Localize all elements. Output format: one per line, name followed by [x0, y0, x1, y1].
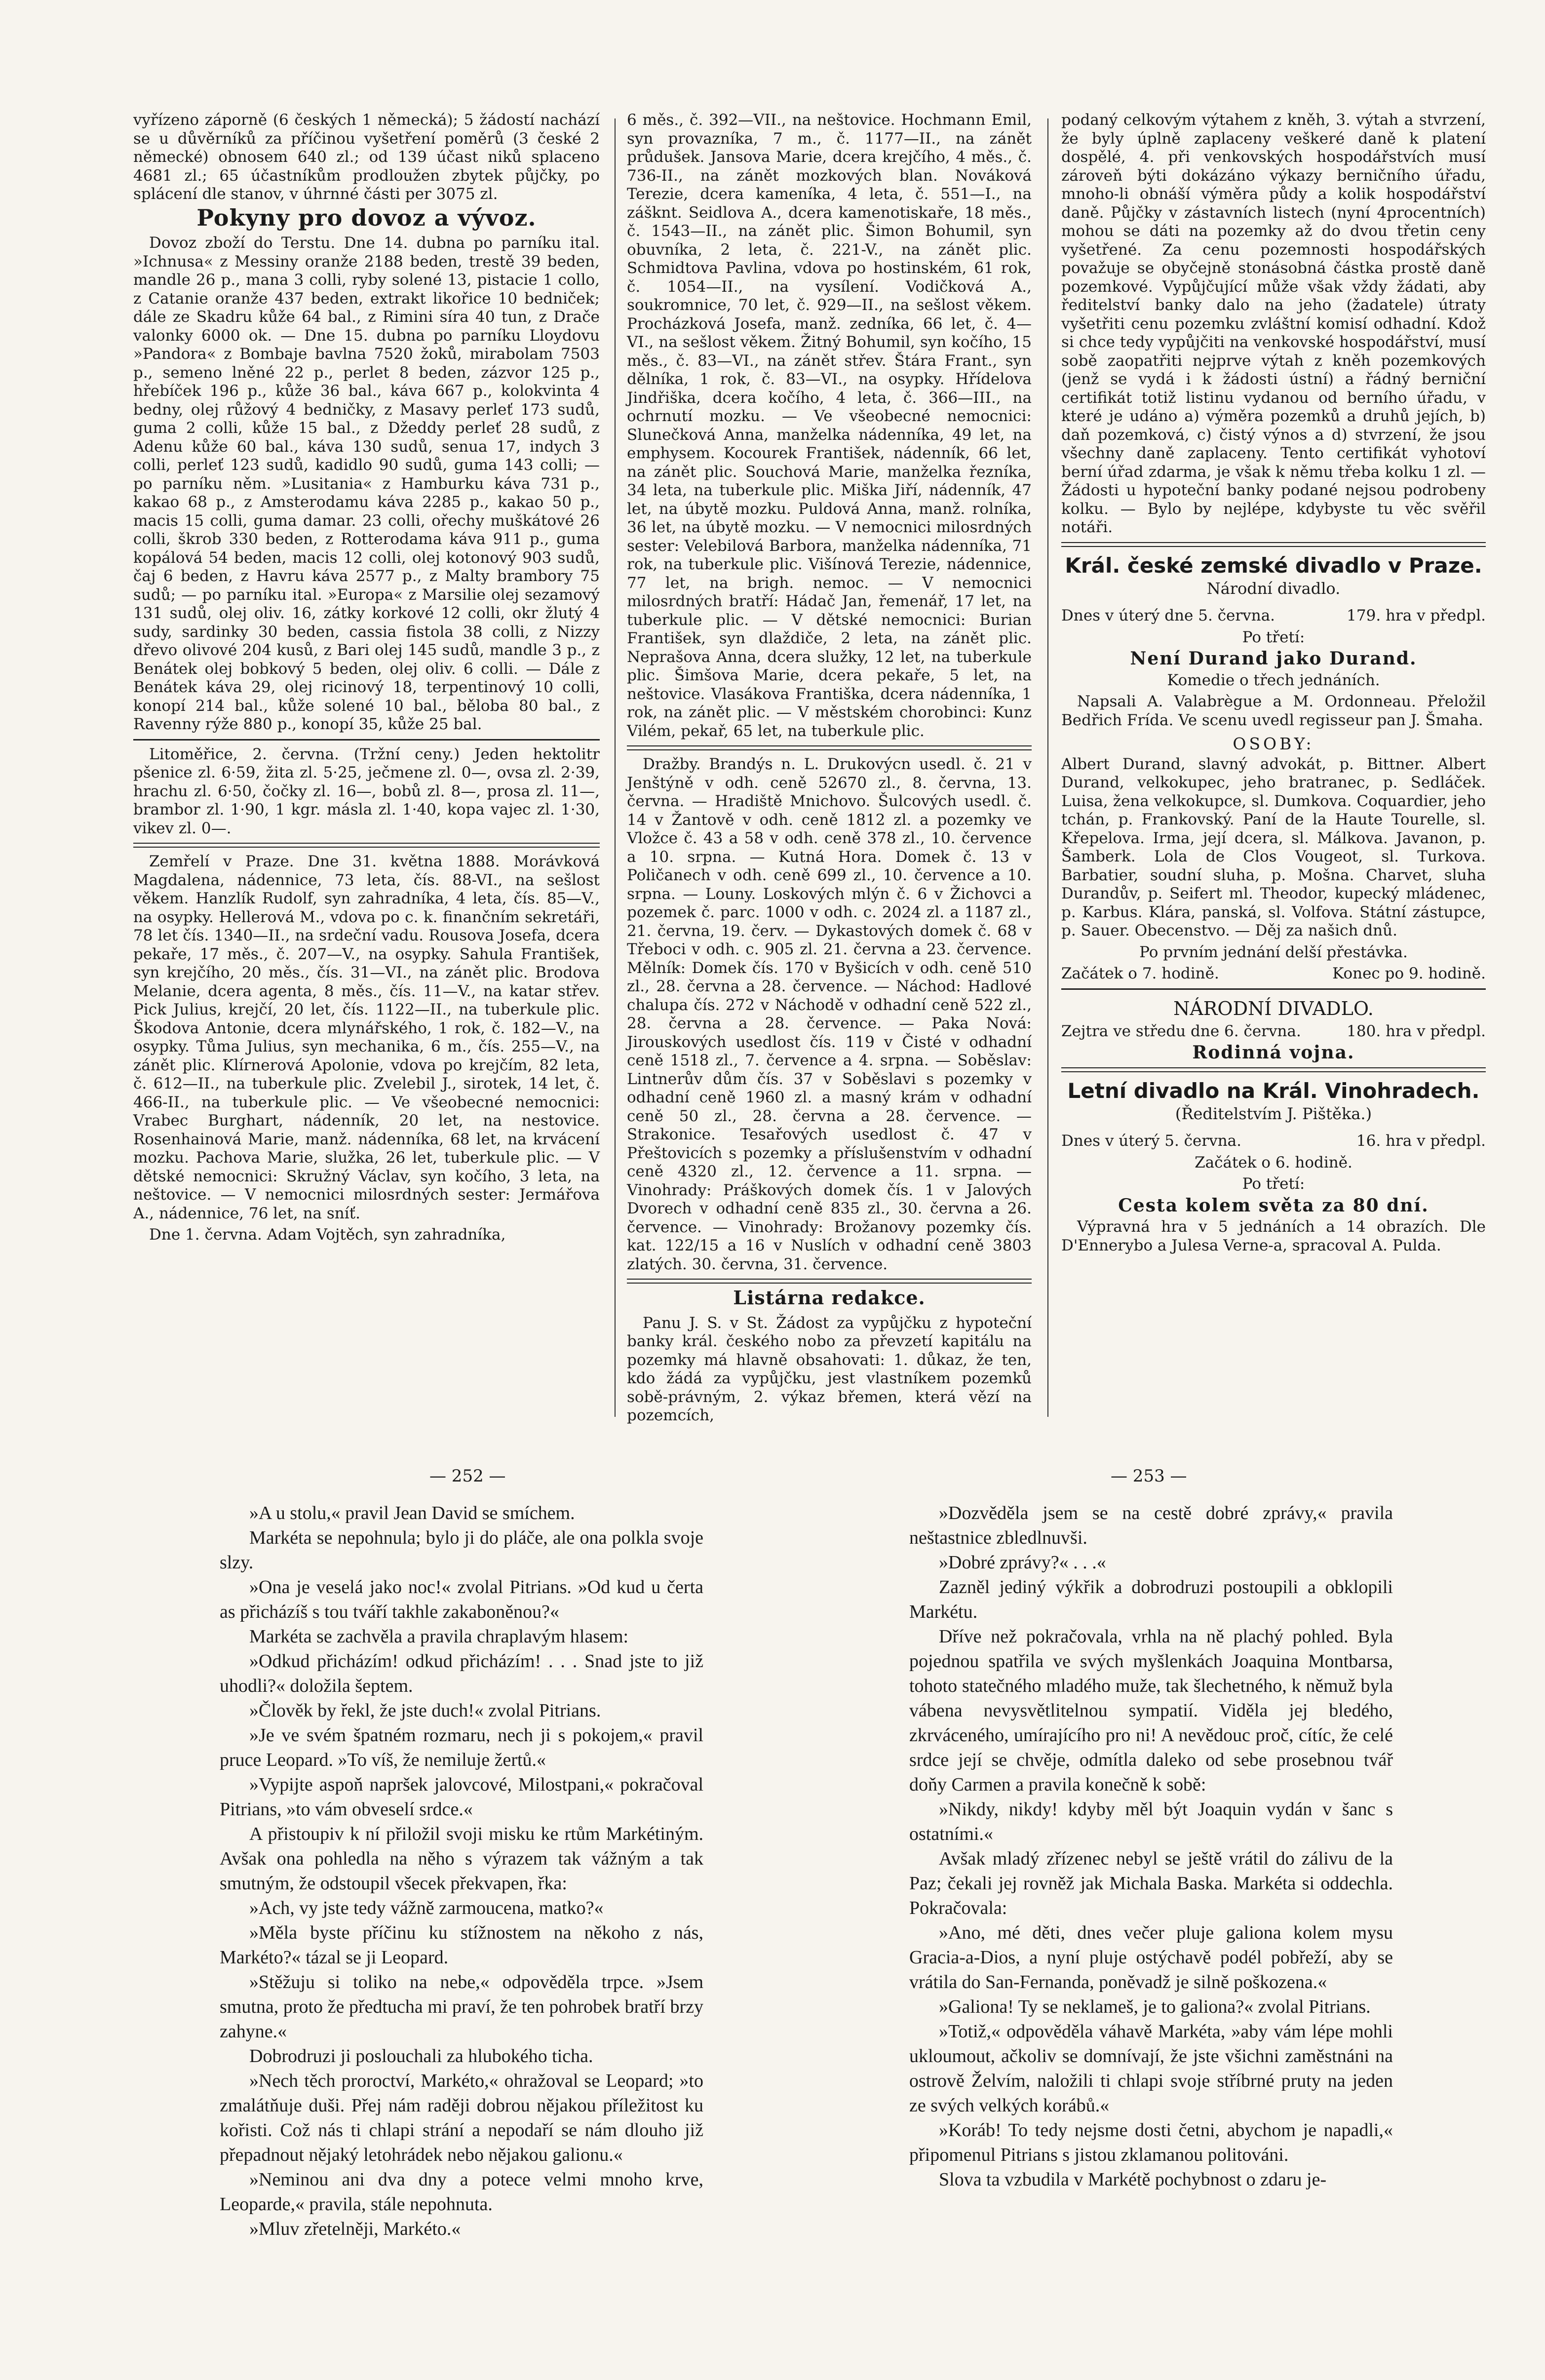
play-authors: Napsali A. Valabrègue a M. Ordonneau. Přeložil Bedřich Frída. Ve scenu uvedl regisseur pan J. Šmaha.	[1061, 693, 1486, 729]
story-paragraph: Dříve než pokračovala, vrhla na ně plachý pohled. Byla pojednou spatřila ve svých myšlenkách Joaquina Montbarsa, tohoto statečného mladého muže, tak šlechetného, k němuž byla vábena nevysvětlitelnou sympatií. Viděla jej bledého, zkrváceného, umírajícího pro ni! A nevědouc proč, cítíc, že celé srdce její se chvěje, odmítla daleko od sebe prosebnou tvář doňy Carmen a pravila konečně k sobě:	[909, 1626, 1393, 1795]
story-paragraph: Zazněl jediný výkřik a dobrodruzi postoupili a obklopili Markétu.	[909, 1577, 1393, 1622]
section-rule	[1061, 542, 1486, 547]
story-paragraph: Slova ta vzbudila v Markétě pochybnost o zdaru je-	[939, 2169, 1327, 2190]
theatre-heading: Letní divadlo na Král. Vinohradech.	[1067, 1078, 1480, 1103]
performance-info	[1061, 1132, 1486, 1151]
story-paragraph: »Ach, vy jste tedy vážně zarmoucena, matko?«	[249, 1898, 604, 1918]
theatre-subheading: Národní divadlo.	[1206, 579, 1341, 598]
market-prices-text: Litoměřice, 2. června. (Tržní ceny.) Jeden hektolitr pšenice zl. 6·59, žita zl. 5·25, ječmene zl. 0—, ovsa zl. 2·39, hrachu zl. 6·50, čočky zl. 16—, bobů zl. 8—, prosa zl. 11—, brambor zl. 1·90, 1 kgr. másla zl. 1·40, kopa vajec zl. 1·30, vikev zl. 0—.	[133, 745, 600, 837]
deaths-text: Zemřelí v Praze. Dne 31. května 1888. Morávková Magdalena, nádennice, 73 leta, čís. 88-VI., na sešlost věkem. Hanzlík Rudolf, syn zahradníka, 4 leta, čís. 85—V., na osypky. Hellerová M., vdova po c. k. finančním sekretáři, 78 let čís. 1340—II., na srdeční vadu. Rousova Josefa, dcera pekaře, 17 měs., č. 207—V., na osypky. Sahula František, syn krejčího, 20 měs., čís. 31—VI., na zánět plic. Brodova Melanie, dcera agenta, 8 měs., čís. 11—V., na katar střev. Pick Julius, krejčí, 20 let, čís. 1122—II., na tuberkule plic. Škodova Antonie, dcera mlynářského, 1 rok, č. 182—V., na osypky. Tůma Julius, syn mechanika, 6 m., čís. 255—V., na zánět plic. Klírnerová Apolonie, vdova po krejčím, 82 leta, č. 612—II., na tuberkule plic. Zvelebil J., sirotek, 14 let, č. 466-II., na tuberkule plic. — Ve všeobecné nemocnici: Vrabec Burghart, nádenník, 20 let, na nestovice. Rosenhainová Marie, manž. nádenníka, 68 let, na krvácení mozku. Pachova Marie, služka, 26 let, tuberkule plic. — V dětské nemocnici: Skružný Václav, syn kočího, 3 leta, na neštovice. — V nemocnici milosrdných sester: Jermářova A., nádennice, 76 let, na sníť.	[133, 853, 600, 1222]
page-number-left: — 252 —	[429, 1466, 506, 1486]
upper-section	[133, 111, 1486, 1444]
story-paragraph: »Měla byste příčinu ku stížnostem na někoho z nás, Markéto?« tázal se ji Leopard.	[220, 1922, 703, 1968]
theatre-heading: NÁRODNÍ DIVADLO.	[1173, 997, 1374, 1019]
section-rule	[1061, 1067, 1486, 1072]
letters-text: Panu J. S. v St. Žádost za vypůjčku z hypoteční banky král. českého nobo za převzetí kapitálu na pozemky má hlavně obsahovati: 1. důkaz, že ten, kdo žádá za vypůjčku, jest vlastníkem pozemků sobě-právným, 2. výkaz břemen, která vězí na pozemcích,	[627, 1314, 1032, 1424]
performance-count: 16. hra v předpl.	[1356, 1132, 1486, 1150]
story-paragraph: »Neminou ani dva dny a potece velmi mnoho krve, Leoparde,« pravila, stále nepohnuta.	[220, 2169, 703, 2215]
performance-date: Dnes v úterý 5. června.	[1061, 1132, 1242, 1150]
theatre-heading: Král. české zemské divadlo v Praze.	[1065, 553, 1482, 578]
story-paragraph: »A u stolu,« pravil Jean David se smíchem.	[249, 1503, 575, 1523]
cast-heading: OSOBY:	[1233, 734, 1314, 753]
story-paragraph: »Stěžuju si toliko na nebe,« odpověděla trpce. »Jsem smutna, proto že předtucha mi praví, že ten pohrobek bratří brzy zahyne.«	[220, 1972, 703, 2042]
start-time: Začátek o 6. hodině.	[1195, 1153, 1352, 1171]
column-3	[1061, 111, 1486, 1414]
story-paragraph: »Mluv zřetelněji, Markéto.«	[249, 2219, 461, 2239]
play-title: Cesta kolem světa za 80 dní.	[1118, 1195, 1429, 1216]
play-title: Není Durand jako Durand.	[1130, 648, 1417, 669]
column-2	[627, 111, 1032, 1424]
story-paragraph: »Člověk by řekl, že jste duch!« zvolal Pitrians.	[249, 1700, 601, 1721]
performance-count: 179. hra v předpl.	[1347, 607, 1486, 624]
story-paragraph: Avšak mladý zřízenec nebyl se ještě vrátil do zálivu de la Paz; čekali jej rovněž jak Michala Baska. Markéta si oddechla. Pokračovala:	[909, 1848, 1393, 1918]
story-right-column	[909, 1501, 1393, 2192]
deaths-text-cont: Dne 1. června. Adam Vojtěch, syn zahradníka,	[149, 1226, 506, 1244]
story-paragraph: »Dozvěděla jsem se na cestě dobré zprávy,« pravila neštastnice zbledlnuvši.	[909, 1503, 1393, 1548]
section-rule	[627, 1279, 1032, 1284]
story-paragraph: »Koráb! To tedy nejsme dosti četni, abychom je napadli,« připomenul Pitrians s jistou zklamanou politováni.	[909, 2120, 1393, 2165]
story-paragraph: Markéta se zachvěla a pravila chraplavým hlasem:	[249, 1626, 629, 1647]
start-time: Začátek o 7. hodině.	[1061, 965, 1219, 982]
section-rule	[133, 739, 600, 741]
column-divider	[1047, 118, 1048, 1417]
intermission-note: Po prvním jednání delší přestávka.	[1139, 943, 1408, 961]
story-section	[0, 1456, 1545, 2380]
performance-info	[1061, 1022, 1486, 1041]
story-paragraph: »Nikdy, nikdy! kdyby měl být Joaquin vydán v šanc s ostatními.«	[909, 1799, 1393, 1844]
story-paragraph: »Vypijte aspoň napršek jalovcové, Milostpani,« pokračoval Pitrians, »to vám obveselí srdce.«	[220, 1774, 703, 1820]
section-rule	[133, 843, 600, 848]
story-paragraph: »Je ve svém špatném rozmaru, nech ji s pokojem,« pravil pruce Leopard. »To víš, že nemiluje žertů.«	[220, 1725, 703, 1770]
end-time: Konec po 9. hodině.	[1332, 965, 1486, 982]
section-rule	[1061, 988, 1486, 990]
performance-count: 180. hra v předpl.	[1347, 1022, 1486, 1040]
cast-list: Albert Durand, slavný advokát, p. Bittner. Albert Durand, velkokupec, jeho bratranec, p. Sedláček. Luisa, žena velkokupce, sl. Dumkova. Coquardier, jeho tchán, p. Frankovský. Paní de la Haute Tourelle, sl. Křepelova. Irma, její dcera, sl. Málkova. Javanon, p. Šamberk. Lola de Clos Vougeot, sl. Turkova. Barbatier, soudní sluha, p. Mošna. Charvet, sluha Durandův, p. Seifert ml. Theodor, kupecký mládenec, p. Karbus. Klára, panská, sl. Volfova. Státní zástupce, p. Sauer. Obecenstvo. — Děj za našich dnů.	[1061, 755, 1486, 939]
trade-heading: Pokyny pro dovoz a vývoz.	[196, 204, 537, 231]
loan-report-text: vyřízeno záporně (6 českých 1 německá); 5 žádostí nachází se u důvěrníků za příčinou vyšetření poměrů (3 české 2 německé) obnosem 640 zl.; od 139 účast niků splaceno 4681 zl.; 65 účastníkům prodloužen zbytek půjčky, po splácení dle stanov, v úhrnné části per 3075 zl.	[133, 111, 600, 203]
performance-times	[1061, 965, 1486, 983]
performance-note: Po třetí:	[1242, 1175, 1305, 1193]
deaths-continued-text: 6 měs., č. 392—VII., na neštovice. Hochmann Emil, syn provazníka, 7 m., č. 1177—II., na zánět průdušek. Jansova Marie, dcera krejčího, 4 měs., č. 736-II., na zánět mozkových blan. Nováková Terezie, dcera kameníka, 4 leta, č. 551—I., na zášknt. Seidlova A., dcera kamenotiskaře, 18 měs., č. 1543—II., na zánět plic. Šimon Bohumil, syn obuvníka, 2 leta, č. 221-V., na zánět plic. Schmidtova Pavlina, vdova po hostinském, 61 rok, č. 1054—II., na vysílení. Vodičková A., soukromnice, 70 let, č. 929—II., na sešlost věkem. Procházková Josefa, manž. zedníka, 66 let, č. 4—VI., na sešlost věkem. Žitný Bohumil, syn kočího, 15 měs., č. 83—VI., na zánět střev. Štára Frant., syn dělníka, 1 rok, č. 83—VI., na osypky. Hřídelova Jindřiška, dcera kočího, 4 leta, č. 366—III., na ochrnutí mozku. — Ve všeobecné nemocnici: Slunečková Anna, manželka nádenníka, 49 let, na emphysem. Kocourek František, nádenník, 66 let, na zánět plic. Souchová Marie, manželka řezníka, 34 leta, na tuberkule plic. Miška Jiří, nádenník, 47 let, na úbytě mozku. Puldová Anna, manž. rolníka, 36 let, na úbytě mozku. — V nemocnici milosrdných sester: Velebilová Barbora, manželka nádenníka, 71 rok, na tuberkule plic. Višínová Terezie, nádennice, 77 let, na brigh. nemoc. — V nemocnici milosrdných bratří: Hádač Jan, řemenář, 17 let, na tuberkule plic. — V dětské nemocnici: Burian František, syn dlaždiče, 2 leta, na zánět plic. Neprašova Anna, dcera služky, 12 let, na tuberkule plic. Šimšova Marie, dcera pekaře, 5 let, na neštovice. Vlasákova Františka, dcera nádenníka, 1 rok, na zánět plic. — V městském chorobinci: Kunz Vilém, pekař, 65 let, na tuberkule plic.	[627, 111, 1032, 740]
letters-heading: Listárna redakce.	[733, 1287, 926, 1309]
section-rule	[627, 745, 1032, 750]
story-paragraph: »Nech těch proroctví, Markéto,« ohražoval se Leopard; »to zmalátňuje duši. Přej nám raději dobrou nějakou příležitost ku kořisti. Což nás ti chlapi strání a nepodaří se nám dlouho již přepadnout nějaký letohrádek nebo nějakou galionu.«	[220, 2070, 703, 2165]
column-divider	[615, 118, 616, 1417]
story-paragraph: »Odkud přicházím! odkud přicházím! . . . Snad jste to již uhodli?« doložila šeptem.	[220, 1651, 703, 1696]
auctions-text: Dražby. Brandýs n. L. Drukovýcn usedl. č. 21 v Jenštýně v odh. ceně 52670 zl., 8. června, 13. června. — Hradiště Mnichovo. Šulcových usedl. č. 14 v Žantově v odh. ceně 1812 zl. a pozemky ve Vložce č. 43 a 58 v odh. ceně 378 zl., 10. července a 10. srpna. — Kutná Hora. Domek č. 13 v Poličanech v odh. ceně 699 zl., 10. července a 10. srpna. — Louny. Loskových mlýn č. 6 v Žichovci a pozemek č. parc. 1000 v odh. c. 2024 zl. a 1187 zl., 21. června, 19. červ. — Dykastových domek č. 68 v Třeboci v odh. c. 905 zl. 21. června a 23. července. Mělník: Domek čís. 170 v Byšicích v odh. ceně 510 zl., 28. června a 28. července. — Náchod: Hadlové chalupa čís. 272 v Náchodě v odhadní ceně 522 zl., 28. června a 28. července. — Paka Nová: Jirouskových usedlost čís. 119 v Čisté v odhadní ceně 1518 zl., 7. července a 4. srpna. — Soběslav: Lintnerův dům čís. 37 v Soběslavi s pozemky v odhadní ceně 1960 zl. a masný krám v odhadní ceně 50 zl., 28. června a 28. července. — Strakonice. Tesařových usedlost č. 47 v Přeštovicích s pozemky a příslušenstvím v odhadní ceně 4320 zl., 12. července a 11. srpna. — Vinohrady: Práškových domek čís. 1 v Jalových Dvorech v odhadní ceně 835 zl., 30. června a 26. července. — Vinohrady: Brožanovy pozemky čís. kat. 122/15 a 16 v Nuslích v odhadní ceně 3803 zlatých. 30. června, 31. července.	[627, 755, 1032, 1273]
performance-note: Po třetí:	[1242, 628, 1305, 646]
performance-date: Dnes v úterý dne 5. června.	[1061, 607, 1275, 624]
play-genre: Komedie o třech jednáních.	[1167, 671, 1380, 689]
story-paragraph: A přistoupiv k ní přiložil svoji misku ke rtům Markétiným. Avšak ona pohledla na něho s výrazem tak vážným a tak smutným, že odstoupil všecek překvapen, řka:	[220, 1824, 703, 1894]
story-paragraph: »Dobré zprávy?« . . .«	[939, 1552, 1106, 1573]
performance-date: Zejtra ve středu dne 6. června.	[1061, 1022, 1301, 1040]
story-paragraph: »Ona je veselá jako noc!« zvolal Pitrians. »Od kud u čerta as přicházíš s tou tváří takhle zakaboněnou?«	[220, 1577, 703, 1622]
theatre-subheading: (Ředitelstvím J. Pištěka.)	[1175, 1104, 1372, 1123]
column-1	[133, 111, 600, 1414]
trieste-imports-text: Dovoz zboží do Terstu. Dne 14. dubna po parníku ital. »Ichnusa« z Messiny oranže 2188 beden, trestě 39 beden, mandle 26 p., mana 3 colli, ryby solené 13, pistacie 1 collo, z Catanie oranže 437 beden, extrakt likořice 10 bedniček; dále ze Skadru kůže 64 bal., z Rimini síra 40 tun, z Drače valonky 6000 ok. — Dne 15. dubna po parníku Lloydovu »Pandora« z Bombaje bavlna 7520 žoků, mirabolam 7503 p., semeno lněné 22 p., perlet 8 beden, zázvor 125 p., hřebíček 196 p., kůže 36 bal., káva 667 p., kolokvinta 4 bedny, olej růžový 4 bedničky, z Masavy perleť 173 sudů, guma 2 colli, kůže 15 bal., z Džeddy perleť 28 sudů, z Adenu kůže 60 bal., káva 130 sudů, senua 17, indych 3 colli, perleť 123 sudů, kadidlo 90 sudů, guma 143 colli; — po parníku něm. »Lusitania« z Hamburku káva 731 p., kakao 68 p., z Amsterodamu káva 2285 p., kakao 50 p., macis 15 colli, guma damar. 23 colli, ořechy muškátové 26 colli, škrob 330 beden, z Rotterodama káva 911 p., guma kopálová 54 beden, macis 12 colli, olej kotonový 903 sudů, čaj 6 beden, z Havru káva 2577 p., z Malty brambory 75 sudů; — po parníku ital. »Europa« z Marsilie olej sezamový 131 sudů, olej oliv. 16, zátky korkové 12 colli, okr žlutý 4 sudy, sardinky 30 beden, cassia fistola 38 colli, z Nizzy dřevo olivové 204 kusů, z Bari olej 145 sudů, mandle 3 p., z Benátek olej bobkový 5 beden, olej oliv. 6 colli. — Dále z Benátek káva 29, olej ricinový 18, terpentinový 10 colli, konopí 214 bal., kůže solené 10 bal., běloba 80 bal., z Ravenny rýže 880 p., konopí 35, kůže 25 bal.	[133, 234, 600, 733]
play-title: Rodinná vojna.	[1192, 1042, 1355, 1063]
story-paragraph: »Galiona! Ty se neklameš, je to galiona?« zvolal Pitrians.	[939, 1996, 1371, 2017]
story-paragraph: »Totiž,« odpověděla váhavě Markéta, »aby vám lépe mohli ukloumout, ačkoliv se domnívají, že jste všichni zaměstnáni na ostrově Želvím, naložili ti chlapi svoje stříbrné pruty na jeden ze svých velkých korábů.«	[909, 2021, 1393, 2116]
page-number-right: — 253 —	[1111, 1466, 1187, 1486]
performance-info	[1061, 607, 1486, 625]
story-paragraph: Markéta se nepohnula; bylo ji do pláče, ale ona polkla svoje slzy.	[220, 1527, 703, 1573]
story-paragraph: Dobrodruzi ji poslouchali za hlubokého ticha.	[249, 2046, 593, 2067]
play-description: Výpravná hra v 5 jednáních a 14 obrazích. Dle D'Ennerybo a Julesa Verne-a, spracoval A. Pulda.	[1061, 1218, 1486, 1254]
story-paragraph: »Ano, mé děti, dnes večer pluje galiona kolem mysu Gracia-a-Dios, a nyní pluje ostýchavě podél pobřeží, aby se vrátila do San-Fernanda, poněvadž je silně poškozena.«	[909, 1922, 1393, 1992]
story-left-column	[220, 1501, 703, 2241]
letters-continued-text: podaný celkovým výtahem z kněh, 3. výtah a stvrzení, že byly úplně zaplaceny veškeré daně k platení dospělé, 4. při venkovských hospodářstvích musí zároveň býti dokázáno výkazy berničního úřadu, mnoho-li obnáší výměra půdy a kolik hospodářství daně. Půjčky v zástavních listech (nyní 4procentních) mohou se dáti na pozemky až do dvou třetin ceny vyšetřené. Za cenu pozemnosti hospodářských považuje se obyčejně stonásobná částka prostě daně pozemkové. Vypůjčující může však vždy žádati, aby ředitelství banky dalo na jeho (žadatele) útraty vyšetřiti cenu pozemku zvláštní komisí odhadní. Kdož si chce tedy vypůjčiti na venkovské hospodářství, musí sobě zaopatřiti nejprve výtah z kněh pozemkových (jenž se vydá i k žádosti ústní) a řádný berniční certifikát totiž listinu vydanou od berního úřadu, v které je udáno a) výměra pozemků a druhů jejích, b) daň pozemková, c) čistý výnos a d) stvrzení, že jsou všechny daně zaplaceny. Tento certifikát vyhotoví berní úřad zdarma, je však k němu třeba kolku 1 zl. — Žádosti u hypoteční banky podané nejsou podrobeny kolku. — Bylo by nejlépe, kdybyste tu věc svěřil notáři.	[1061, 111, 1486, 536]
